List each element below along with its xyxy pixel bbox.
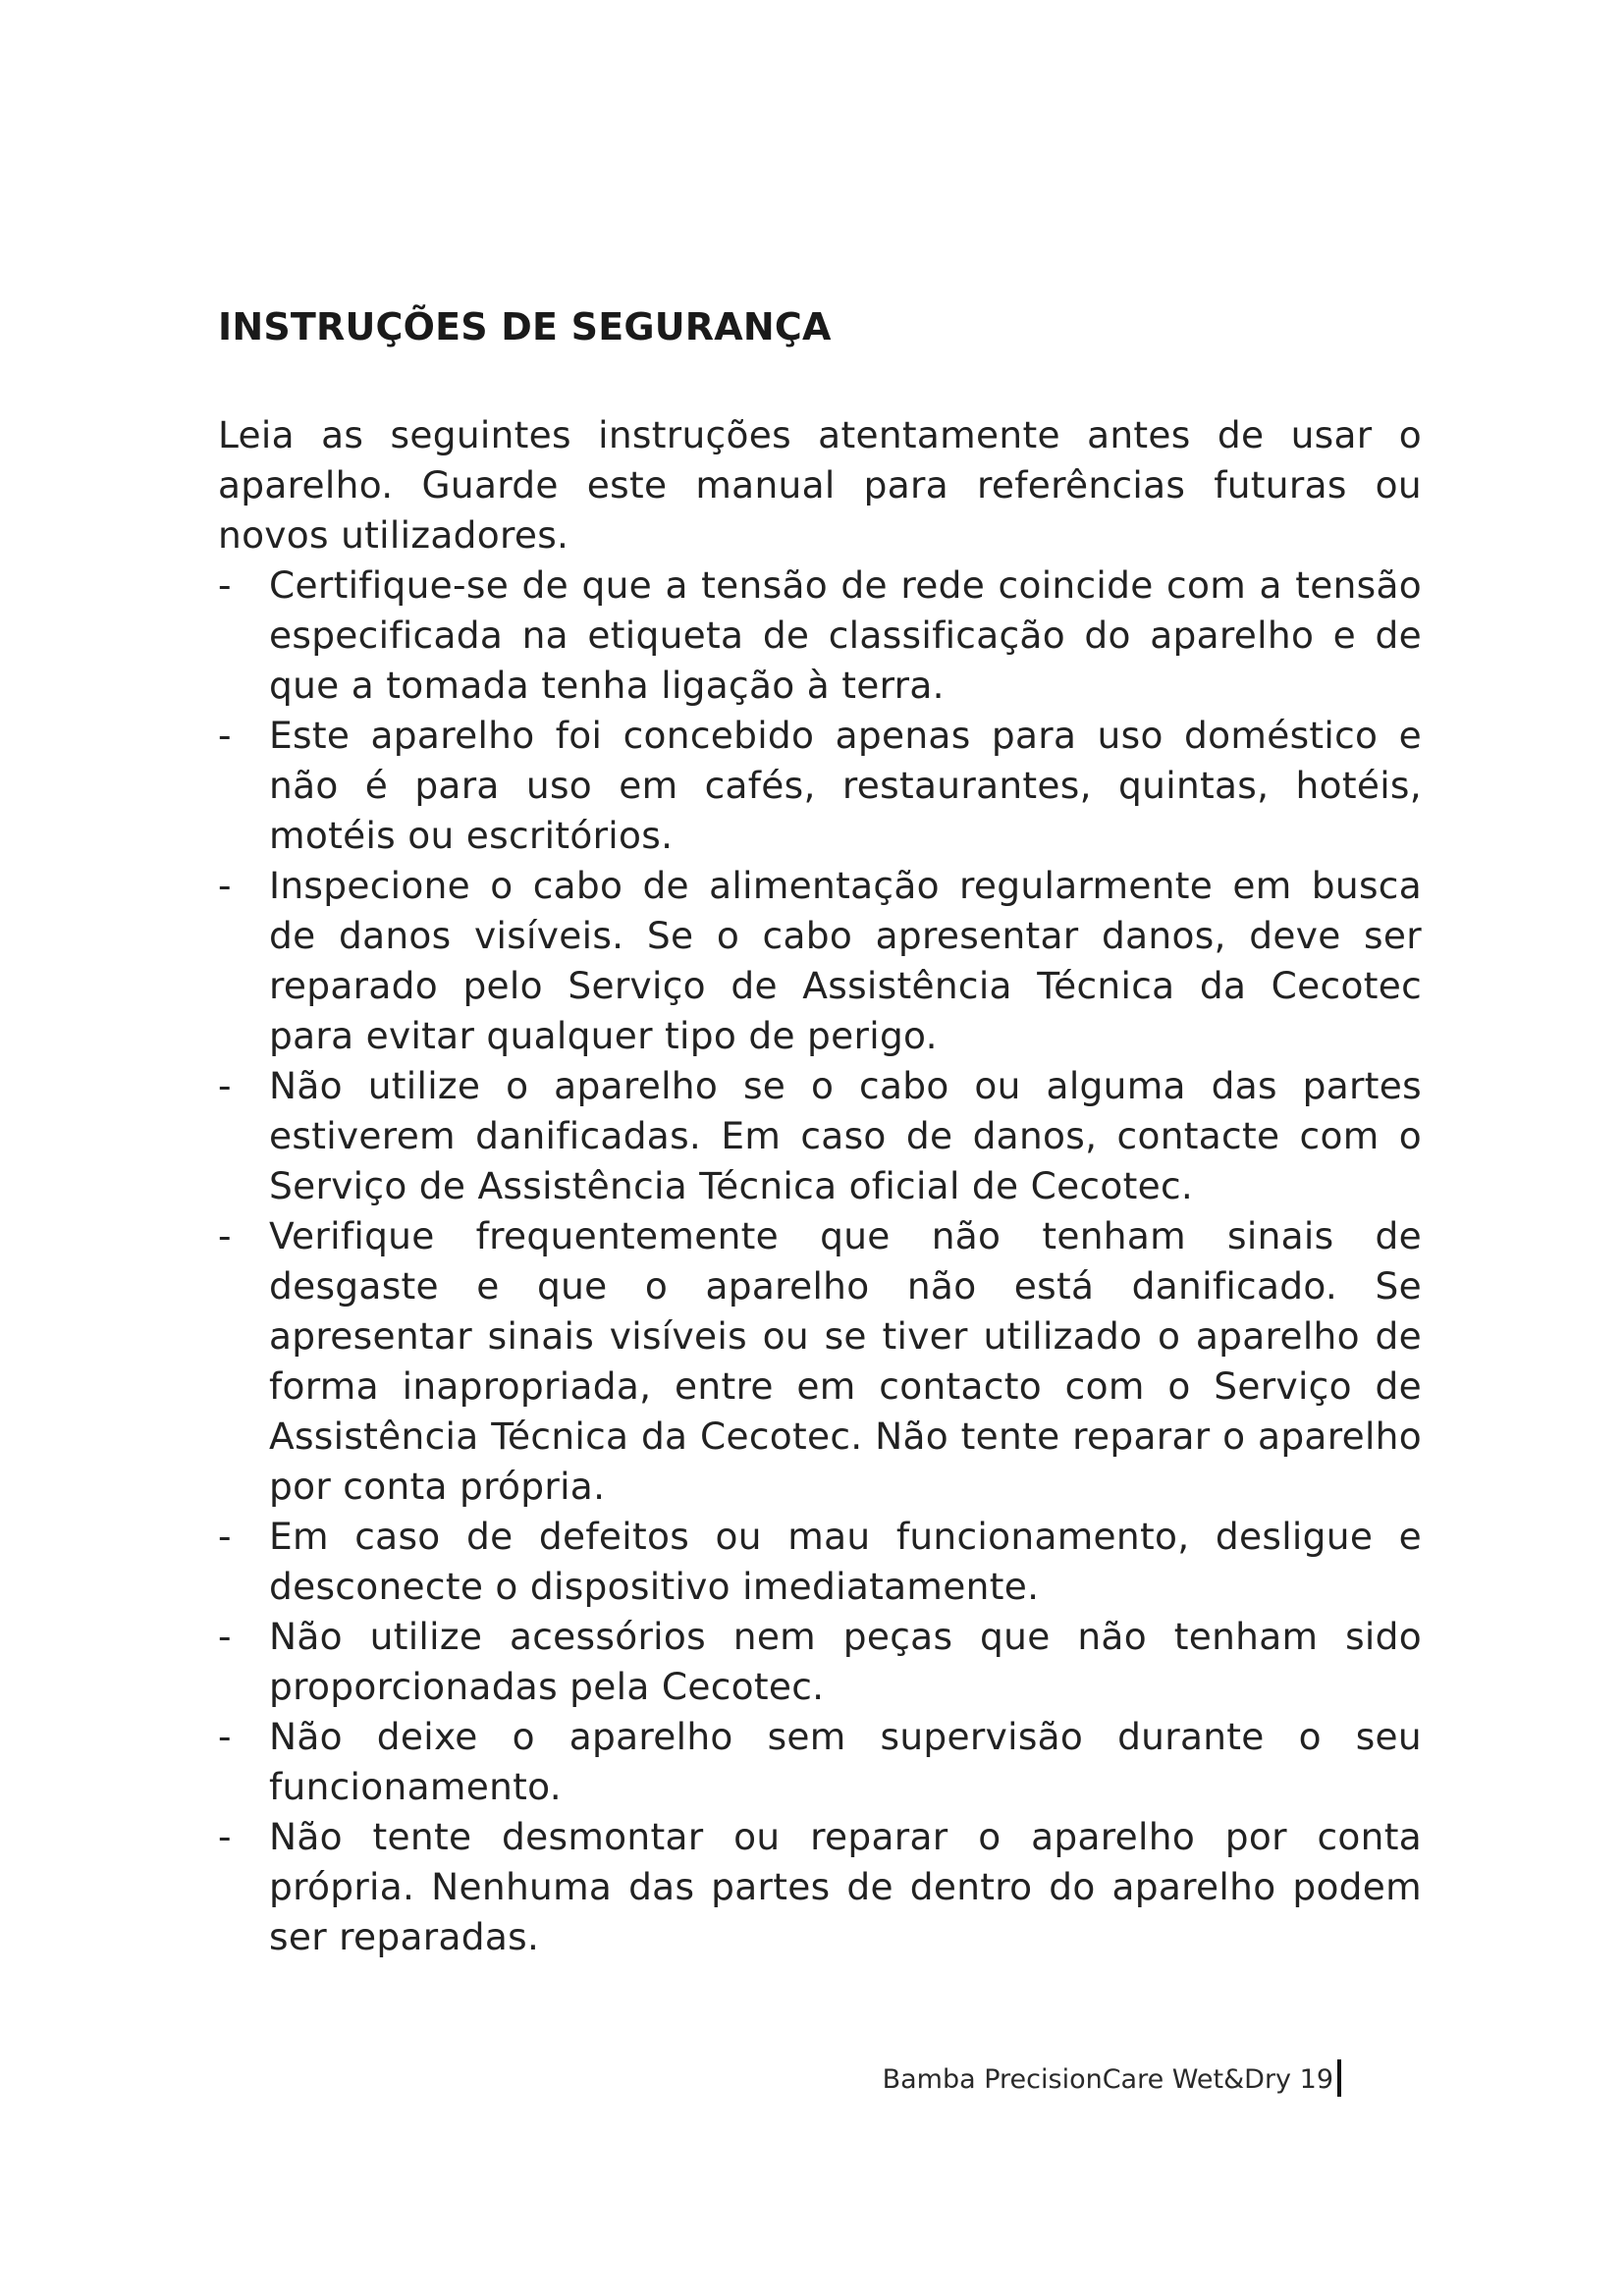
list-item xyxy=(218,1061,1422,1211)
bullet-dash: - xyxy=(218,1715,232,1758)
list-item xyxy=(218,1211,1422,1512)
list-item-text: Não utilize o aparelho se o cabo ou alguma das partes estiverem danificadas. Em caso de danos, contacte com o Serviço de Assistência Técnica oficial de Cecotec. xyxy=(269,1064,1422,1207)
list-item-text: Não deixe o aparelho sem supervisão durante o seu funcionamento. xyxy=(269,1715,1422,1808)
footer-page-number: 19 xyxy=(1299,2064,1333,2095)
list-item xyxy=(218,1512,1422,1612)
list-item-text: Verifique frequentemente que não tenham sinais de desgaste e que o aparelho não está danificado. Se apresentar sinais visíveis ou se tiver utilizado o aparelho de forma inapropriada, entre em contacto com o Serviço de Assistência Técnica da Cecotec. Não tente reparar o aparelho por conta própria. xyxy=(269,1214,1422,1508)
list-item-text: Certifique-se de que a tensão de rede coincide com a tensão especificada na etiqueta de classificação do aparelho e de que a tomada tenha ligação à terra. xyxy=(269,563,1422,707)
bullet-dash: - xyxy=(218,1214,232,1257)
list-item-text: Em caso de defeitos ou mau funcionamento, desligue e desconecte o dispositivo imediatamente. xyxy=(269,1515,1422,1608)
bullet-dash: - xyxy=(218,714,232,757)
list-item xyxy=(218,561,1422,711)
bullet-dash: - xyxy=(218,563,232,607)
list-item-text: Não utilize acessórios nem peças que não tenham sido proporcionadas pela Cecotec. xyxy=(269,1615,1422,1708)
bullet-dash: - xyxy=(218,1515,232,1558)
section-title: INSTRUÇÕES DE SEGURANÇA xyxy=(218,305,832,348)
list-item xyxy=(218,861,1422,1061)
bullet-dash: - xyxy=(218,1064,232,1107)
list-item-text: Não tente desmontar ou reparar o aparelho por conta própria. Nenhuma das partes de dentro do aparelho podem ser reparadas. xyxy=(269,1815,1422,1958)
safety-instructions-list xyxy=(218,561,1422,1962)
list-item xyxy=(218,1812,1422,1962)
safety-section xyxy=(218,302,1422,1962)
list-item xyxy=(218,1712,1422,1812)
footer-product-name: Bamba PrecisionCare Wet&Dry xyxy=(882,2064,1292,2095)
list-item-text: Inspecione o cabo de alimentação regularmente em busca de danos visíveis. Se o cabo apresentar danos, deve ser reparado pelo Serviço de Assistência Técnica da Cecotec para evitar qualquer tipo de perigo. xyxy=(269,864,1422,1057)
bullet-dash: - xyxy=(218,1615,232,1658)
footer-divider-bar xyxy=(1337,2059,1341,2097)
page-footer xyxy=(883,2059,1341,2098)
list-item xyxy=(218,711,1422,861)
bullet-dash: - xyxy=(218,864,232,907)
intro-paragraph: Leia as seguintes instruções atentamente antes de usar o aparelho. Guarde este manual para referências futuras ou novos utilizadores. xyxy=(218,413,1422,557)
bullet-dash: - xyxy=(218,1815,232,1858)
list-item xyxy=(218,1612,1422,1712)
list-item-text: Este aparelho foi concebido apenas para uso doméstico e não é para uso em cafés, restaurantes, quintas, hotéis, motéis ou escritórios. xyxy=(269,714,1422,857)
